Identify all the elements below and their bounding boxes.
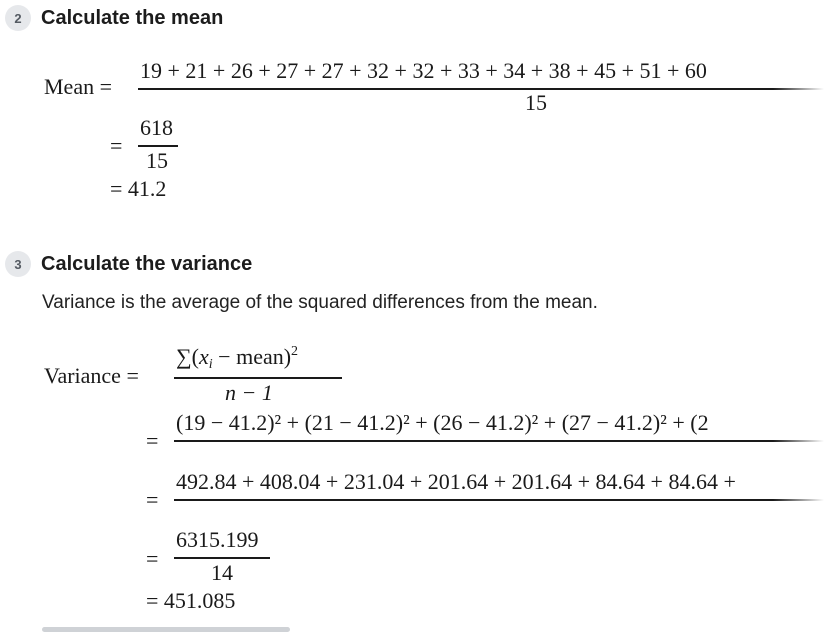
fraction-bar	[138, 145, 178, 147]
variance-description: Variance is the average of the squared differences from the mean.	[42, 292, 598, 313]
mean-numerator: 19 + 21 + 26 + 27 + 27 + 32 + 32 + 33 + 34 + 38 + 45 + 51 + 60	[140, 58, 707, 83]
mean-label: Mean =	[44, 74, 112, 99]
variance-result: = 451.085	[146, 588, 236, 613]
step-title: Calculate the mean	[41, 6, 224, 29]
horizontal-scrollbar[interactable]	[42, 627, 290, 632]
variance-label: Variance =	[44, 363, 139, 388]
step-title: Calculate the variance	[41, 252, 253, 275]
sum-of-squares-numerator: 6315.199	[176, 527, 259, 552]
overflow-fade	[773, 0, 833, 635]
fraction-bar	[174, 377, 342, 379]
mean-denominator: 15	[525, 90, 547, 115]
equals-sign: =	[146, 546, 159, 571]
step-2-header	[0, 5, 223, 31]
variance-formula-numerator: $\sum(x_i$ − mean)$^2$	[176, 344, 299, 372]
variance-formula-denominator: n − 1	[225, 380, 273, 405]
step-number-badge: 3	[5, 251, 31, 277]
fraction-bar	[138, 88, 833, 90]
fraction-bar	[174, 499, 833, 501]
count-denominator: 15	[146, 148, 168, 173]
mean-result: = 41.2	[110, 176, 167, 201]
fraction-bar	[174, 557, 270, 559]
fraction-bar	[174, 440, 833, 442]
sum-numerator: 618	[140, 115, 173, 140]
equals-sign: =	[146, 487, 159, 512]
step-3-header	[0, 251, 252, 277]
degrees-of-freedom-denominator: 14	[211, 560, 233, 585]
step-number-badge: 2	[5, 5, 31, 31]
squared-values-sum: 492.84 + 408.04 + 231.04 + 201.64 + 201.64 + 84.64 + 84.64 +	[176, 469, 736, 494]
equals-sign: =	[110, 133, 123, 158]
equals-sign: =	[146, 428, 159, 453]
squared-differences-expression: (19 − 41.2)² + (21 − 41.2)² + (26 − 41.2)² + (27 − 41.2)² + (2	[176, 410, 709, 435]
